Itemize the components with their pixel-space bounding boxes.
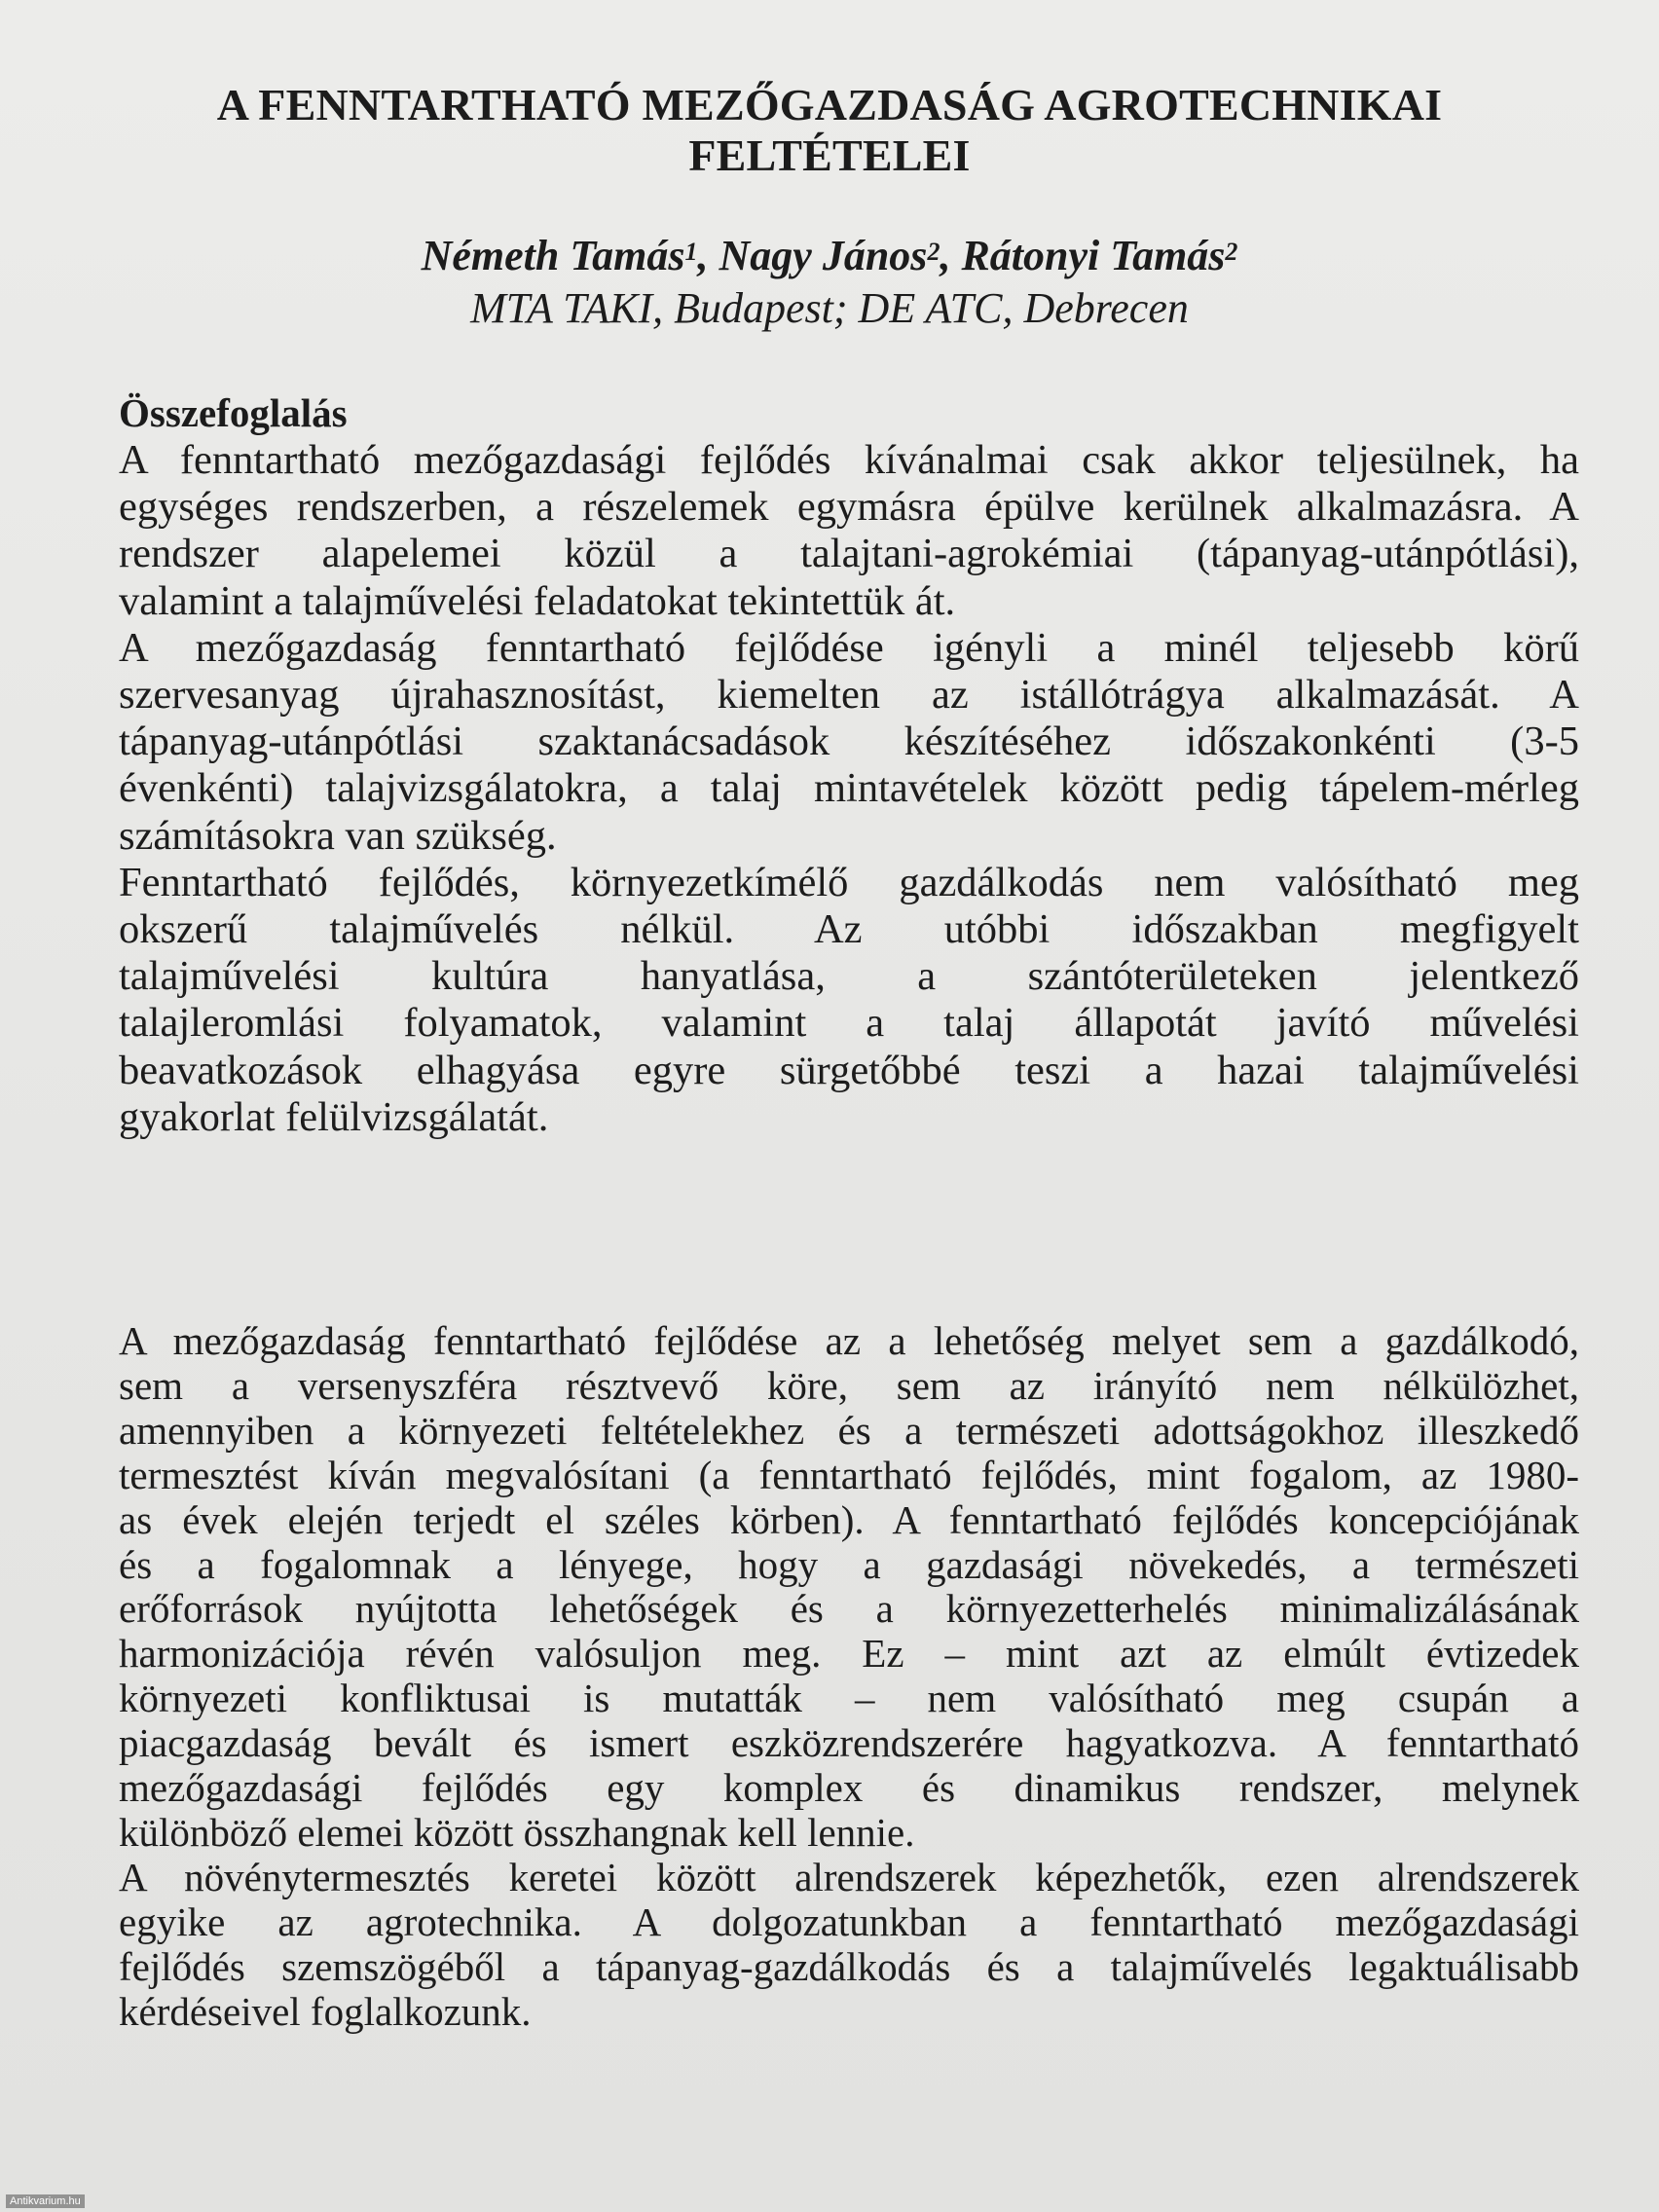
text-line: piacgazdaság bevált és ismert eszközrendszerére hagyatkozva. A fenntartható	[119, 1720, 1579, 1766]
text-line: A mezőgazdaság fenntartható fejlődése az a lehetőség melyet sem a gazdálkodó,	[119, 1318, 1579, 1363]
text-line: mezőgazdasági fejlődés egy komplex és dinamikus rendszer, melynek	[119, 1765, 1579, 1811]
text-line: gyakorlat felülvizsgálatát.	[119, 1093, 549, 1140]
text-line: okszerű talajművelés nélkül. Az utóbbi időszakban megfigyelt	[119, 906, 1579, 953]
text-line: A fenntartható mezőgazdasági fejlődés kívánalmai csak akkor teljesülnek, ha	[119, 437, 1579, 483]
author-2-affil: 2	[927, 238, 940, 266]
author-names: Németh Tamás$^1$, Nagy János$^2$, Rátonyi Tamás$^2$	[421, 232, 1238, 279]
author-block	[0, 230, 1659, 335]
text-line: talajleromlási folyamatok, valamint a talaj állapotát javító művelési	[119, 1000, 1579, 1047]
text-line: évenkénti) talajvizsgálatokra, a talaj mintavételek között pedig tápelem-mérleg	[119, 765, 1579, 812]
text-line: erőforrások nyújtotta lehetőségek és a környezetterhelés minimalizálásának	[119, 1586, 1579, 1632]
affiliation: MTA TAKI, Budapest; DE ATC, Debrecen	[470, 284, 1189, 332]
author-2: Nagy János	[719, 232, 928, 279]
paragraph	[119, 437, 1579, 625]
abstract-heading: Összefoglalás	[119, 390, 348, 435]
text-line: A növénytermesztés keretei között alrendszerek képezhetők, ezen alrendszerek	[119, 1854, 1579, 1899]
text-line: beavatkozások elhagyása egyre sürgetőbbé teszi a hazai talajművelési	[119, 1047, 1579, 1093]
title-line-1: A FENNTARTHATÓ MEZŐGAZDASÁG AGROTECHNIKAI	[216, 80, 1443, 129]
text-line: Fenntartható fejlődés, környezetkímélő gazdálkodás nem valósítható meg	[119, 859, 1579, 905]
body-text	[119, 1319, 1579, 2035]
author-3: Rátonyi Tamás	[961, 232, 1226, 279]
paper-title	[0, 80, 1659, 181]
text-line: valamint a talajművelési feladatokat tekintettük át.	[119, 577, 956, 624]
text-line: szervesanyag újrahasznosítást, kiemelten az istállótrágya alkalmazását. A	[119, 672, 1579, 719]
text-line: fejlődés szemszögéből a tápanyag-gazdálkodás és a talajművelés legaktuálisabb	[119, 1943, 1579, 1989]
text-line: környezeti konfliktusai is mutatták – nem valósítható meg csupán a	[119, 1676, 1579, 1721]
text-line: sem a versenyszféra résztvevő köre, sem az irányító nem nélkülözhet,	[119, 1362, 1579, 1408]
text-line: egyike az agrotechnika. A dolgozatunkban a fenntartható mezőgazdasági	[119, 1899, 1579, 1944]
paragraph	[119, 1856, 1579, 2035]
text-line: termesztést kíván megvalósítani (a fenntartható fejlődés, mint fogalom, az 1980-	[119, 1452, 1579, 1497]
author-1: Németh Tamás	[421, 232, 685, 279]
text-line: tápanyag-utánpótlási szaktanácsadások készítéséhez időszakonkénti (3-5	[119, 719, 1579, 765]
author-1-affil: 1	[684, 238, 698, 266]
text-line: amennyiben a környezeti feltételekhez és a természeti adottságokhoz illeszkedő	[119, 1407, 1579, 1453]
text-line: A mezőgazdaság fenntartható fejlődése igényli a minél teljesebb körű	[119, 624, 1579, 671]
text-line: számításokra van szükség.	[119, 812, 557, 859]
title-line-2: FELTÉTELEI	[688, 130, 971, 180]
abstract-text	[119, 437, 1579, 1141]
paragraph	[119, 1319, 1579, 1856]
text-line: egységes rendszerben, a részelemek egymásra épülve kerülnek alkalmazásra. A	[119, 484, 1579, 531]
site-watermark: Antikvarium.hu	[6, 2194, 85, 2208]
paragraph	[119, 860, 1579, 1141]
text-line: talajművelési kultúra hanyatlása, a szántóterületeken jelentkező	[119, 953, 1579, 1000]
text-line: rendszer alapelemei közül a talajtani-agrokémiai (tápanyag-utánpótlási),	[119, 531, 1579, 577]
text-line: as évek elején terjedt el széles körben). A fenntartható fejlődés koncepciójának	[119, 1496, 1579, 1542]
paragraph	[119, 625, 1579, 860]
text-line: és a fogalomnak a lényege, hogy a gazdasági növekedés, a természeti	[119, 1541, 1579, 1587]
text-line: különböző elemei között összhangnak kell lennie.	[119, 1809, 915, 1855]
text-line: kérdéseivel foglalkozunk.	[119, 1988, 532, 2034]
text-line: harmonizációja révén valósuljon meg. Ez – mint azt az elmúlt évtizedek	[119, 1631, 1579, 1677]
author-3-affil: 2	[1225, 238, 1238, 266]
